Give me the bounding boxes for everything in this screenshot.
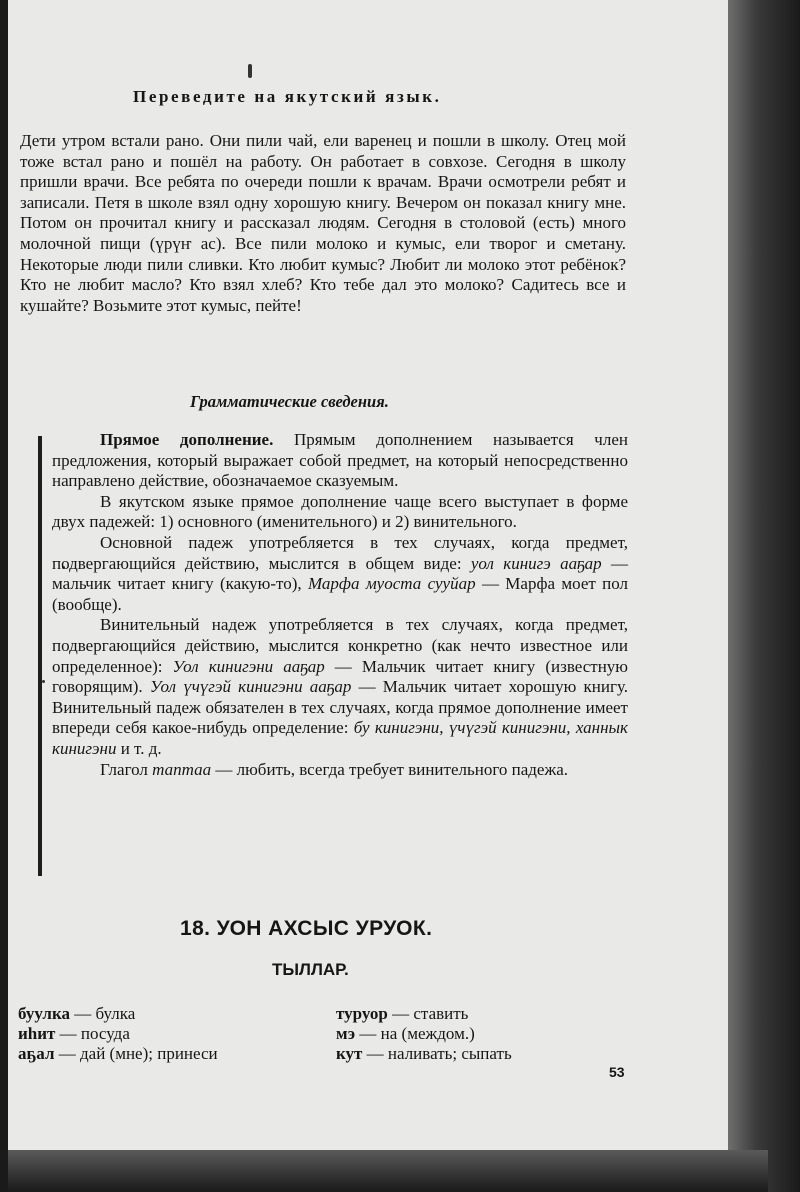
- vocab-word: иһит: [18, 1024, 56, 1043]
- scan-bottom-edge: [8, 1150, 768, 1192]
- term-direct-object: Прямое дополнение.: [100, 430, 274, 449]
- vocab-translation: — булка: [70, 1004, 136, 1023]
- vocab-entry: [18, 1004, 318, 1024]
- grammar-text-span: Винительный надеж употребляется в тех случаях, когда предмет, подвергающийся действию, мыслится конкретно (как нечто известное или определенное):: [52, 615, 628, 676]
- yakut-example: уол кинигэ ааҕар: [470, 553, 602, 573]
- yakut-example: таптаа: [152, 759, 212, 779]
- grammar-paragraph: [52, 615, 628, 759]
- vocab-word: туруор: [336, 1004, 388, 1023]
- yakut-example: Уол үчүгэй кинигэни ааҕар: [149, 677, 352, 697]
- yakut-example: Марфа муоста сууйар: [307, 574, 476, 594]
- scan-speck: [42, 680, 45, 683]
- grammar-text-span: Основной падеж употребляется в тех случаях, когда предмет, подвергающийся действию, мыслится в общем виде:: [52, 532, 628, 573]
- exercise-text: Дети утром встали рано. Они пили чай, ели варенец и пошли в школу. Отец мой тоже встал рано и пошёл на работу. Он работает в совхозе. Сегодня в школу пришли врачи. Все ребята по очереди пошли к врачам. Врачи осмотрели ребят и записали. Петя в школе взял одну хорошую книгу. Вечером он показал книгу мне. Потом он прочитал книгу и рассказал людям. Сегодня в столовой (есть) много молочной пищи (үрүҥ ас). Все пили молоко и кумыс, ели творог и сметану. Некоторые люди пили сливки. Кто любит кумыс? Любит ли молоко этот ребёнок? Кто не любит масло? Кто взял хлеб? Кто тебе дал это молоко? Садитесь все и кушайте? Возьмите этот кумыс, пейте!: [20, 131, 626, 315]
- scan-right-edge: [728, 0, 800, 1192]
- vocab-translation: — ставить: [387, 1004, 469, 1023]
- grammar-text: [52, 430, 628, 780]
- grammar-text-span: — Марфа моет пол (вообще).: [52, 574, 628, 614]
- vocab-entry: [18, 1024, 318, 1044]
- vocab-entry: [18, 1044, 318, 1064]
- vocab-word: мэ: [336, 1024, 356, 1043]
- yakut-example: Уол кинигэни ааҕар: [172, 656, 325, 676]
- grammar-text-span: — Мальчик читает книгу (известную говорящим).: [52, 656, 628, 697]
- vocab-entry: [336, 1024, 636, 1044]
- yakut-example: бу кинигэни, үчүгэй кинигэни, ханнык кинигэни: [52, 718, 628, 758]
- scan-speck: [248, 64, 252, 78]
- vocab-translation: — посуда: [55, 1024, 130, 1043]
- grammar-paragraph: [52, 492, 628, 533]
- vocab-word: аҕал: [18, 1044, 55, 1063]
- grammar-text-span: — Мальчик читает хорошую книгу. Винительный падеж обязателен в тех случаях, когда прямое дополнение имеет впереди себя какое-нибудь определение:: [52, 677, 628, 738]
- grammar-section-title: Грамматические сведения.: [190, 392, 389, 411]
- grammar-text-span: — мальчик читает книгу (какую-то),: [52, 553, 628, 594]
- vocabulary-left-column: [18, 1004, 318, 1064]
- vocabulary-title: ТЫЛЛАР.: [272, 960, 349, 979]
- vocab-translation: — дай (мне); принеси: [54, 1044, 218, 1063]
- lesson-title: 18. УОН АХСЫС УРУОК.: [180, 917, 433, 940]
- grammar-paragraph: [52, 760, 628, 781]
- grammar-paragraph: [52, 430, 628, 492]
- grammar-sidebar-rule: [38, 436, 42, 876]
- exercise-title: Переведите на якутский язык.: [133, 87, 442, 106]
- vocab-word: кут: [336, 1044, 363, 1063]
- grammar-text-span: Прямым дополнением называется член предложения, который выражает собой предмет, на который непосредственно направлено действие, обозначаемое сказуемым.: [52, 430, 628, 491]
- vocabulary-right-column: [336, 1004, 636, 1064]
- grammar-paragraph: [52, 533, 628, 615]
- grammar-text-span: В якутском языке прямое дополнение чаще всего выступает в форме двух падежей: 1) основного (именительного) и 2) винительного.: [52, 491, 628, 532]
- vocab-word: буулка: [18, 1004, 71, 1023]
- vocab-entry: [336, 1044, 636, 1064]
- grammar-text-span: — любить, всегда требует винительного падежа.: [211, 759, 569, 779]
- grammar-text-span: Глагол: [100, 759, 153, 779]
- vocab-translation: — на (междом.): [355, 1024, 475, 1043]
- vocab-entry: [336, 1004, 636, 1024]
- grammar-text-span: и т. д.: [116, 738, 162, 758]
- page-number: 53: [609, 1064, 625, 1080]
- vocab-translation: — наливать; сыпать: [362, 1044, 512, 1063]
